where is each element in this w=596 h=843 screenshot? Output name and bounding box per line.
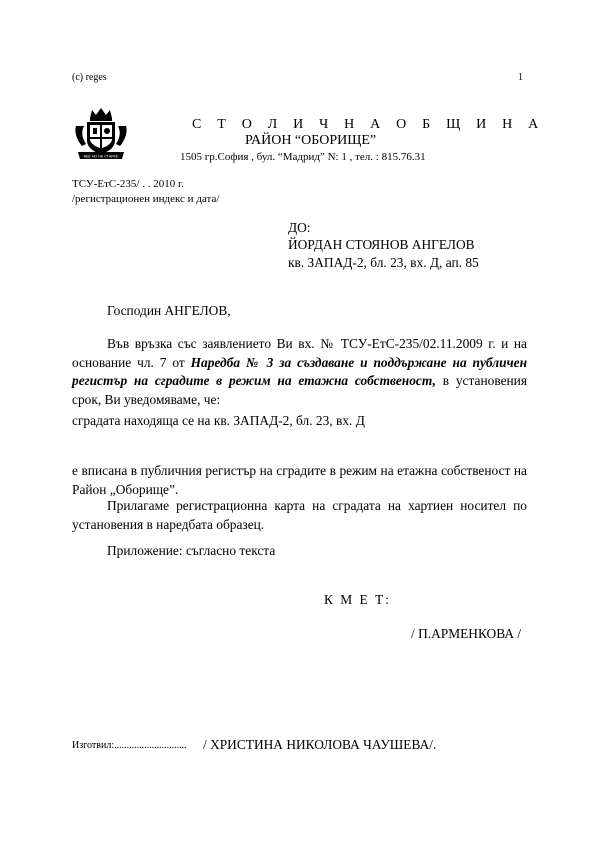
crest-motto: ВЕЕ НО НЕ СТАРЕЕ [83,154,119,159]
copyright-note: (c) reges [72,72,107,83]
municipality-name: С Т О Л И Ч Н А О Б Щ И Н А [192,117,545,132]
district-name: РАЙОН “ОБОРИЩЕ” [245,133,377,148]
reference-number: ТСУ-ЕтС-235/ . . 2010 г. [72,178,184,190]
paragraph-registration: е вписана в публичния регистър на сградите в режим на етажна собственост на Район „Оборище”. [72,463,527,497]
paragraph-request-reference [72,335,527,409]
prepared-by-label: Изготвил:............................. [72,740,187,751]
paragraph-1-text: Във връзка със заявлението Ви вх. № ТСУ-ЕтС-235/02.11.2009 г. и на основание чл. 7 от [72,336,527,370]
paragraph-attachment-note: Прилагаме регистрационна карта на сградата на хартиен носител по установения в наредбата образец. [72,498,527,532]
attachment-line: Приложение: съгласно текста [107,543,276,558]
salutation: Господин АНГЕЛОВ, [107,303,231,318]
sofia-coat-of-arms-icon [72,106,130,162]
recipient-address: кв. ЗАПАД-2, бл. 23, вх. Д, ап. 85 [288,255,479,270]
reference-caption: /регистрационен индекс и дата/ [72,193,220,205]
recipient-name: ЙОРДАН СТОЯНОВ АНГЕЛОВ [288,237,475,252]
district-address: 1505 гр.София , бул. “Мадрид” N: 1 , тел. : 815.76.31 [180,151,426,163]
prepared-by-name: / ХРИСТИНА НИКОЛОВА ЧАУШЕВА/. [203,737,437,752]
recipient-to-label: ДО: [288,220,311,235]
mayor-title: К М Е Т: [324,592,391,607]
building-location: сградата находяща се на кв. ЗАПАД-2, бл. 23, вх. Д [72,413,365,428]
page-number: 1 [518,72,523,83]
paragraph-1-end: в установения срок, Ви уведомяваме, че: [72,373,527,407]
mayor-name: / П.АРМЕНКОВА / [411,626,522,641]
regulation-title: Наредба № 3 за създаване и поддържане на публичен регистър на сградите в режим на етажна собственост, [72,354,528,388]
